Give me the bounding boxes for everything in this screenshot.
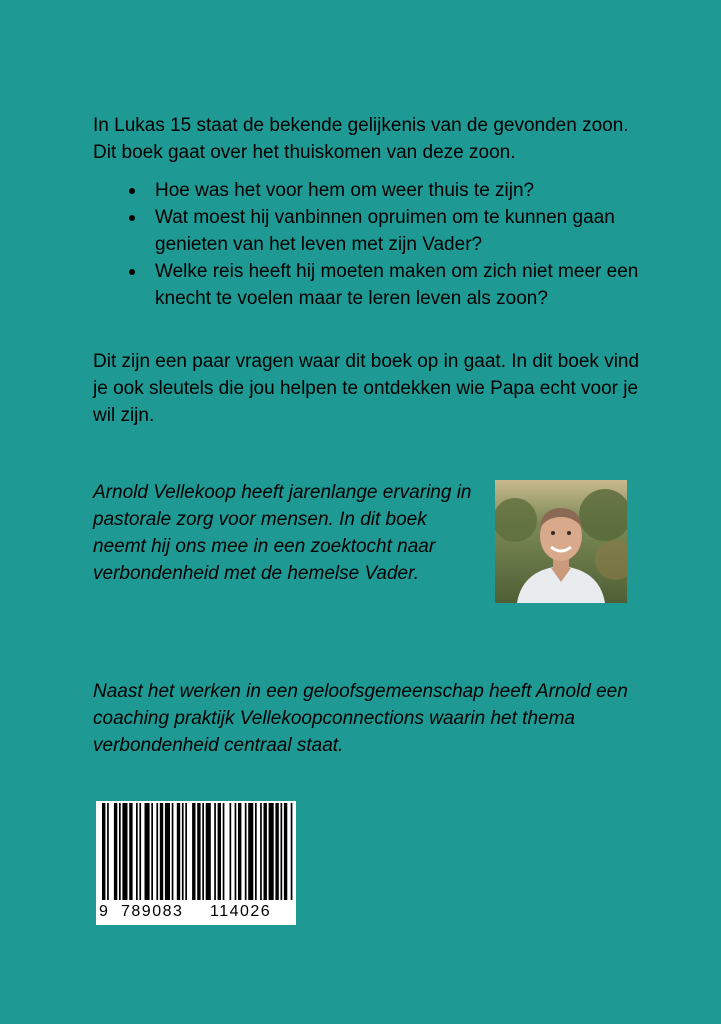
bullet-icon bbox=[129, 215, 135, 221]
barcode-bar bbox=[218, 803, 221, 900]
barcode-bar bbox=[269, 803, 274, 900]
list-item bbox=[93, 204, 653, 258]
practice-paragraph: Naast het werken in een geloofsgemeenschap heeft Arnold een coaching praktijk Vellekoopconnections waarin het thema verbondenheid centraal staat. bbox=[93, 681, 628, 756]
barcode-bar bbox=[145, 803, 150, 900]
author-photo bbox=[495, 480, 627, 603]
barcode-right-digits: 114026 bbox=[210, 903, 272, 920]
barcode-bar bbox=[202, 803, 204, 900]
barcode-bar bbox=[223, 803, 225, 900]
barcode-bar bbox=[172, 803, 174, 900]
barcode-bar bbox=[185, 803, 187, 900]
barcode-bar bbox=[206, 803, 211, 900]
barcode-bar bbox=[264, 803, 267, 900]
barcode-bar bbox=[235, 803, 237, 900]
barcode-bar bbox=[129, 803, 132, 900]
barcode-bar bbox=[284, 803, 287, 900]
barcode-bar bbox=[119, 803, 121, 900]
barcode-bar bbox=[197, 803, 200, 900]
barcode-bar bbox=[248, 803, 253, 900]
barcode-bar bbox=[255, 803, 257, 900]
barcode-bar bbox=[192, 803, 195, 900]
barcode-bar bbox=[177, 803, 180, 900]
closing-paragraph: Dit zijn een paar vragen waar dit boek op in gaat. In dit boek vind je ook sleutels die jou helpen te ontdekken wie Papa echt voor je wil zijn. bbox=[93, 351, 640, 426]
barcode-bar bbox=[151, 803, 153, 900]
author-bio: Arnold Vellekoop heeft jarenlange ervaring in pastorale zorg voor mensen. In dit boek neemt hij ons mee in een zoektocht naar verbondenheid met de hemelse Vader. bbox=[93, 482, 472, 584]
barcode-bar bbox=[156, 803, 158, 900]
barcode-bars bbox=[96, 801, 296, 902]
barcode-bar bbox=[260, 803, 262, 900]
barcode-left-digits: 789083 bbox=[121, 903, 184, 920]
isbn-barcode bbox=[96, 801, 296, 925]
barcode-bar bbox=[107, 803, 109, 900]
question-list bbox=[93, 177, 653, 312]
barcode-bar bbox=[165, 803, 170, 900]
list-item bbox=[93, 177, 653, 204]
barcode-bar bbox=[291, 803, 293, 900]
list-item bbox=[93, 258, 653, 312]
barcode-digits bbox=[96, 902, 296, 922]
barcode-bar bbox=[182, 803, 184, 900]
barcode-bar bbox=[275, 803, 278, 900]
barcode-bar bbox=[114, 803, 117, 900]
bullet-icon bbox=[129, 269, 135, 275]
barcode-bar bbox=[214, 803, 216, 900]
barcode-bar bbox=[122, 803, 127, 900]
bullet-icon bbox=[129, 188, 135, 194]
barcode-bar bbox=[102, 803, 105, 900]
question-text: Hoe was het voor hem om weer thuis te zijn? bbox=[155, 180, 535, 201]
barcode-bar bbox=[245, 803, 247, 900]
question-text: Welke reis heeft hij moeten maken om zich niet meer een knecht te voelen maar te leren leven als zoon? bbox=[155, 261, 639, 309]
barcode-bar bbox=[230, 803, 232, 900]
barcode-bar bbox=[160, 803, 163, 900]
barcode-bar bbox=[139, 803, 141, 900]
barcode-bar bbox=[281, 803, 283, 900]
barcode-bar bbox=[238, 803, 241, 900]
intro-paragraph: In Lukas 15 staat de bekende gelijkenis van de gevonden zoon. Dit boek gaat over het thuiskomen van deze zoon. bbox=[93, 115, 629, 163]
question-text: Wat moest hij vanbinnen opruimen om te kunnen gaan genieten van het leven met zijn Vader? bbox=[155, 207, 615, 255]
barcode-first-digit: 9 bbox=[99, 903, 108, 920]
barcode-bar bbox=[136, 803, 138, 900]
